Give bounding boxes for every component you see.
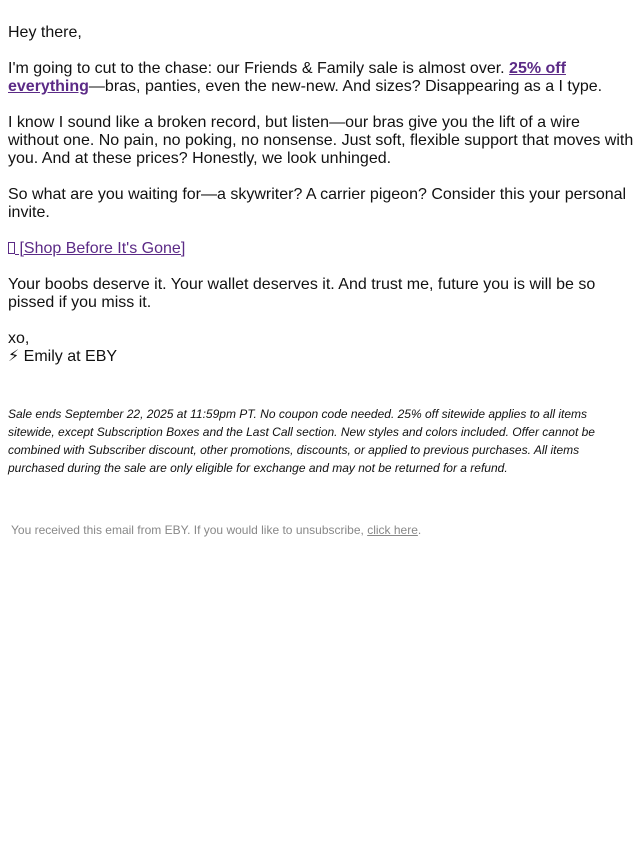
unsubscribe-link[interactable]: click here xyxy=(367,523,418,537)
signature xyxy=(8,348,634,366)
intro-paragraph xyxy=(8,60,634,96)
body-paragraph-closing: Your boobs deserve it. Your wallet deserves it. And trust me, future you is will be so pissed if you miss it. xyxy=(8,276,596,311)
body-paragraph-support: I know I sound like a broken record, but listen—our bras give you the lift of a wire without one. No pain, no poking, no nonsense. Just soft, flexible support that moves with you. And at these prices? Honestly, we look unhinged. xyxy=(8,114,634,167)
shop-cta-paragraph xyxy=(8,240,634,258)
signature-name: Emily at EBY xyxy=(19,348,118,365)
shop-now-link[interactable] xyxy=(8,240,185,257)
missing-glyph-box-icon xyxy=(8,242,15,254)
signoff: xo, xyxy=(8,330,30,347)
body-paragraph-invite: So what are you waiting for—a skywriter? A carrier pigeon? Consider this your personal invite. xyxy=(8,186,627,221)
signature-block xyxy=(8,330,634,366)
intro-text: I'm going to cut to the chase: our Friends & Family sale is almost over. xyxy=(8,60,510,77)
sale-link[interactable]: 25% off everything xyxy=(8,60,566,95)
shop-link-label: [Shop Before It's Gone] xyxy=(15,240,186,257)
footer-text: You received this email from EBY. If you would like to unsubscribe, xyxy=(11,523,368,537)
email-body xyxy=(8,24,634,384)
sale-disclaimer: Sale ends September 22, 2025 at 11:59pm PT. No coupon code needed. 25% off sitewide applies to all items sitewide, except Subscription Boxes and the Last Call section. New styles and colors included. Offer cannot be combined with Subscriber discount, other promotions, discounts, or applied to previous purchases. All items purchased during the sale are only eligible for exchange and may not be returned for a refund. xyxy=(8,407,595,475)
unsubscribe-footer xyxy=(11,522,631,538)
footer-end: . xyxy=(417,523,422,537)
lightning-icon: ⚡ xyxy=(8,348,20,365)
greeting: Hey there, xyxy=(8,24,82,41)
intro-text-end: —bras, panties, even the new-new. And sizes? Disappearing as a I type. xyxy=(88,78,603,95)
